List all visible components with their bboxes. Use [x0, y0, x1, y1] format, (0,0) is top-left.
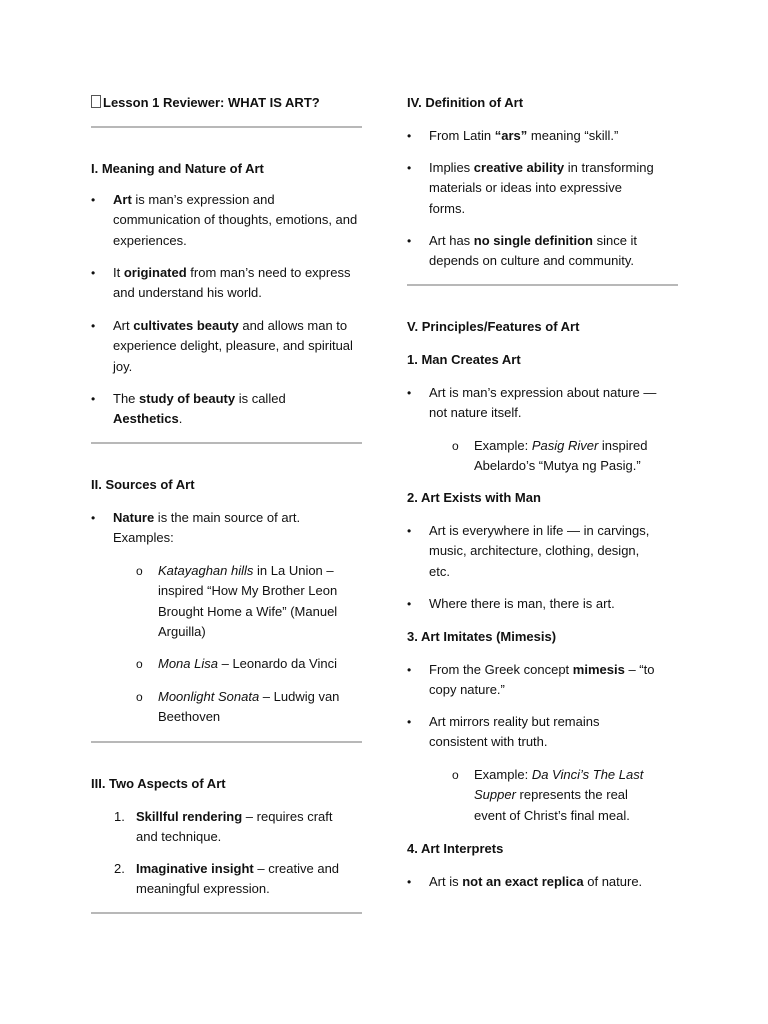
list-item: o Katayaghan hills in La Union – inspired “How My Brother Leon Brought Home a Wife” (Manuel Arguilla): [136, 563, 338, 639]
sub-bullet-icon: o: [452, 439, 459, 453]
list-item: • Where there is man, there is art.: [429, 594, 659, 614]
section-heading: V. Principles/Features of Art: [407, 319, 580, 334]
list-item: o Example: Pasig River inspired Abelardo’s “Mutya ng Pasig.”: [452, 438, 648, 474]
bullet-icon: •: [407, 386, 412, 400]
list-item: • The study of beauty is called Aesthetics.: [91, 391, 286, 427]
list-item: • From Latin “ars” meaning “skill.”: [429, 126, 669, 146]
divider: [91, 442, 362, 444]
divider: [91, 912, 362, 914]
sub-bullet-icon: o: [136, 564, 143, 578]
subsection-heading: 4. Art Interprets: [407, 841, 504, 856]
sub-bullet-icon: o: [452, 768, 459, 782]
list-item: 2. Imaginative insight – creative and meaningful expression.: [114, 861, 340, 897]
bullet-icon: •: [91, 193, 96, 207]
list-item: • Art mirrors reality but remains consistent with truth.: [407, 714, 600, 750]
section-heading: III. Two Aspects of Art: [91, 776, 226, 791]
subsection-heading: 2. Art Exists with Man: [407, 490, 541, 505]
bullet-icon: •: [407, 234, 412, 248]
divider: [91, 126, 362, 128]
list-item: • Art is not an exact replica of nature.: [429, 872, 669, 892]
bullet-icon: •: [407, 129, 412, 143]
subsection-heading: 1. Man Creates Art: [407, 352, 521, 367]
list-item: • From the Greek concept mimesis – “to copy nature.”: [407, 662, 655, 698]
section-heading: II. Sources of Art: [91, 477, 195, 492]
bullet-icon: •: [407, 715, 412, 729]
list-number: 2.: [114, 861, 125, 876]
section-heading: I. Meaning and Nature of Art: [91, 161, 264, 176]
bullet-icon: •: [407, 161, 412, 175]
bullet-icon: •: [91, 266, 96, 280]
document-title: Lesson 1 Reviewer: WHAT IS ART?: [91, 94, 320, 111]
list-item: • Art is man’s expression and communication of thoughts, emotions, and experiences.: [91, 192, 358, 248]
list-item: • Art cultivates beauty and allows man to experience delight, pleasure, and spiritual joy.: [91, 318, 353, 374]
list-item: o Moonlight Sonata – Ludwig van Beethoven: [136, 689, 340, 725]
list-item: • Art is everywhere in life — in carvings, music, architecture, clothing, design, etc.: [407, 523, 650, 579]
bullet-icon: •: [407, 663, 412, 677]
bullet-icon: •: [407, 875, 412, 889]
bullet-icon: •: [407, 524, 412, 538]
bullet-icon: •: [91, 319, 96, 333]
divider: [407, 284, 678, 286]
list-item: • Implies creative ability in transforming materials or ideas into expressive forms.: [407, 160, 654, 216]
list-item: • It originated from man’s need to express and understand his world.: [91, 265, 351, 301]
section-heading: IV. Definition of Art: [407, 95, 524, 110]
list-item: 1. Skillful rendering – requires craft and technique.: [114, 809, 333, 845]
list-number: 1.: [114, 809, 125, 824]
bullet-icon: •: [91, 392, 96, 406]
bullet-icon: •: [91, 511, 96, 525]
divider: [91, 741, 362, 743]
list-item: o Mona Lisa – Leonardo da Vinci: [158, 654, 348, 674]
subsection-heading: 3. Art Imitates (Mimesis): [407, 629, 557, 644]
missing-glyph-icon: [91, 95, 101, 108]
bullet-icon: •: [407, 597, 412, 611]
sub-bullet-icon: o: [136, 657, 143, 671]
list-item: o Example: Da Vinci’s The Last Supper represents the real event of Christ’s final meal.: [452, 767, 644, 823]
list-item: • Art has no single definition since it depends on culture and community.: [407, 233, 638, 269]
list-item: • Nature is the main source of art. Examples:: [91, 510, 301, 546]
list-item: • Art is man’s expression about nature — not nature itself.: [407, 385, 657, 421]
sub-bullet-icon: o: [136, 690, 143, 704]
